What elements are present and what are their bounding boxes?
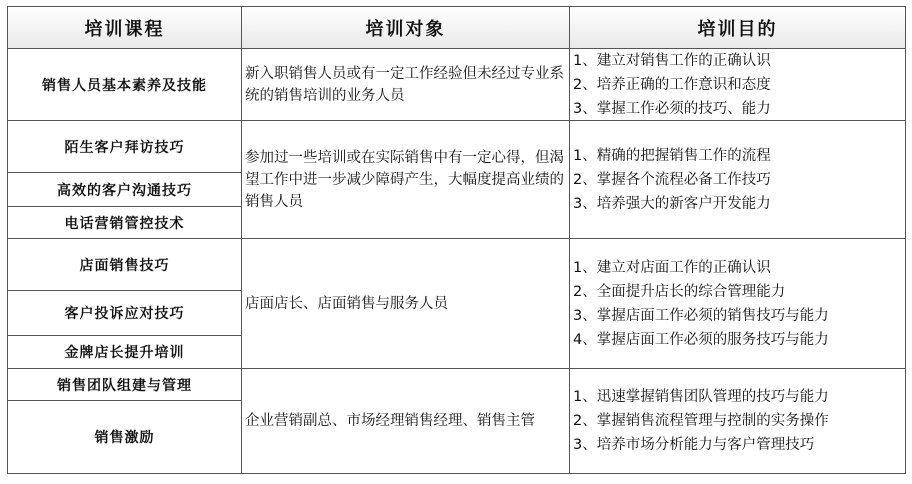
training-table: [7, 6, 906, 474]
course-cell: 销售激励: [94, 430, 155, 446]
purpose-item: 1、建立对销售工作的正确认识: [573, 52, 771, 69]
course-cell: 店面销售技巧: [79, 257, 170, 274]
course-cell: 陌生客户拜访技巧: [64, 139, 185, 156]
target-cell: 参加过一些培训或在实际销售中有一定心得，但渴望工作中进一步减少障碍产生，大幅度提高业绩的销售人员: [245, 149, 564, 210]
purpose-item: 3、培养强大的新客户开发能力: [573, 195, 771, 212]
purpose-item: 2、培养正确的工作意识和态度: [573, 76, 771, 93]
purpose-item: 3、掌握工作必须的技巧、能力: [573, 100, 771, 117]
purpose-item: 2、掌握销售流程管理与控制的实务操作: [573, 413, 829, 429]
course-cell: 金牌店长提升培训: [64, 345, 185, 361]
purpose-item: 4、掌握店面工作必须的服务技巧与能力: [573, 331, 829, 348]
purpose-cell: [570, 49, 905, 120]
target-cell: 新入职销售人员或有一定工作经验但未经过专业系统的销售培训的业务人员: [245, 65, 564, 104]
purpose-item: 1、建立对店面工作的正确认识: [573, 259, 771, 276]
target-cell: 企业营销副总、市场经理销售经理、销售主管: [245, 413, 535, 429]
header-purpose: 培训目的: [570, 7, 905, 48]
course-cell: 电话营销管控技术: [64, 215, 185, 232]
purpose-item: 3、掌握店面工作必须的销售技巧与能力: [573, 307, 829, 324]
purpose-cell: [570, 239, 905, 368]
target-cell: 店面店长、店面销售与服务人员: [245, 295, 448, 312]
header-target: 培训对象: [242, 7, 569, 48]
purpose-item: 2、掌握各个流程必备工作技巧: [573, 171, 771, 188]
purpose-cell: [570, 369, 905, 473]
purpose-cell: [570, 121, 905, 238]
purpose-item: 2、全面提升店长的综合管理能力: [573, 283, 786, 300]
course-cell: 客户投诉应对技巧: [64, 306, 185, 322]
purpose-item: 3、培养市场分析能力与客户管理技巧: [573, 437, 815, 453]
purpose-item: 1、精确的把握销售工作的流程: [573, 147, 771, 164]
header-course: 培训课程: [8, 7, 241, 48]
purpose-item: 1、迅速掌握销售团队管理的技巧与能力: [573, 389, 829, 405]
course-cell: 高效的客户沟通技巧: [57, 182, 192, 199]
course-cell: 销售人员基本素养及技能: [42, 77, 207, 94]
course-cell: 销售团队组建与管理: [57, 377, 192, 394]
